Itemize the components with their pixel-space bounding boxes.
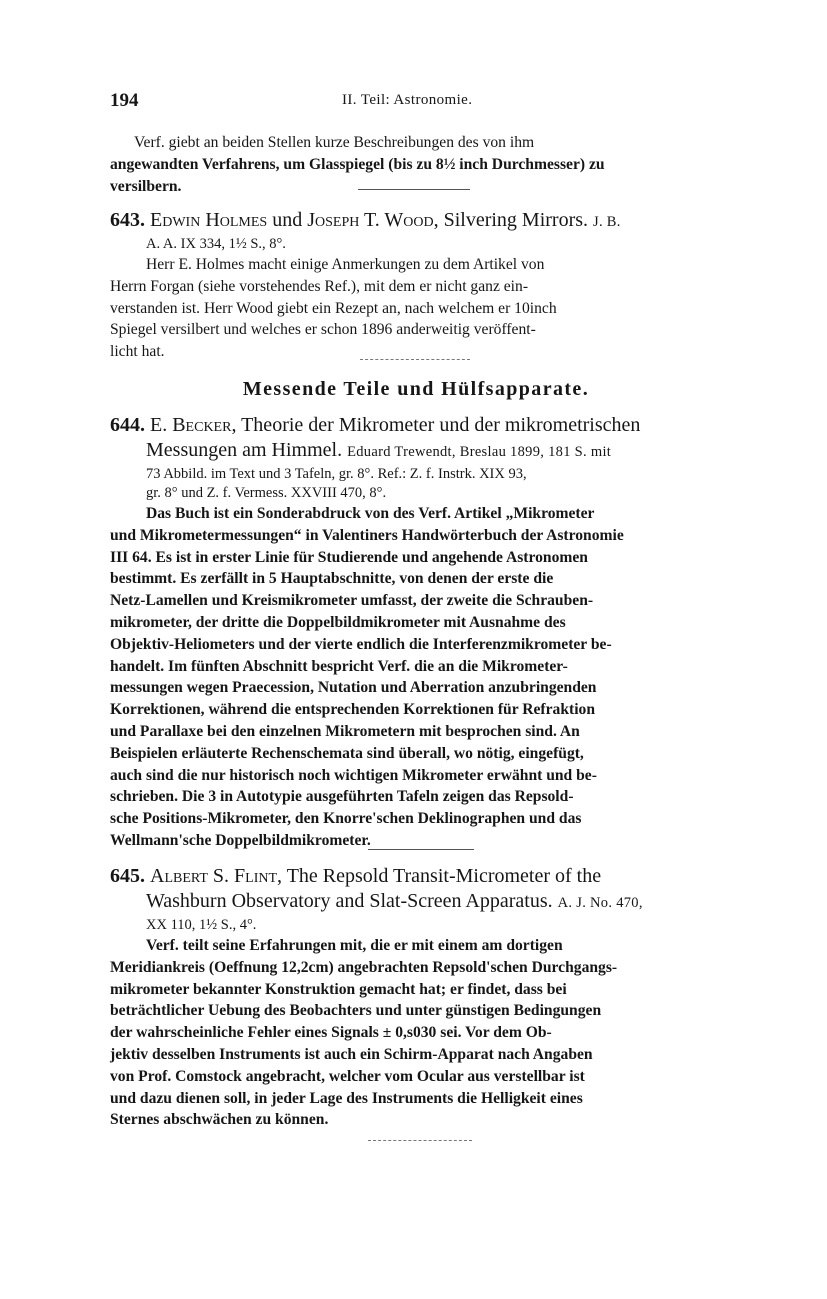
entry-644-title-cont: [110, 438, 722, 465]
separator-rule: [360, 359, 470, 360]
text-line: jektiv desselben Instruments ist auch ein Schirm-Apparat nach Angaben: [110, 1045, 593, 1063]
work-title: Silvering Mirrors.: [443, 209, 589, 231]
text-line: handelt. Im fünften Abschnitt bespricht Verf. die an die Mikrometer-: [110, 657, 568, 675]
entry-643: [110, 208, 722, 363]
text-line: versilbern.: [110, 177, 182, 195]
work-title: The Repsold Transit-Micrometer of the: [286, 865, 602, 887]
work-title: Washburn Observatory and Slat-Screen Apparatus.: [146, 890, 553, 912]
work-title: Messungen am Himmel.: [146, 439, 343, 461]
publication-ref: J. B.: [593, 214, 621, 230]
entry-number: 643.: [110, 209, 145, 231]
entry-643-title: [110, 208, 722, 235]
entry-number: 644.: [110, 414, 145, 436]
author-name: Joseph T. Wood,: [307, 209, 439, 231]
text-line: Objektiv-Heliometers und der vierte endlich die Interferenzmikrometer be-: [110, 635, 612, 653]
text-line: Wellmann'sche Doppelbildmikrometer.: [110, 831, 371, 849]
separator-rule: [358, 189, 470, 190]
intro-paragraph: [110, 132, 722, 197]
text-line: schrieben. Die 3 in Autotypie ausgeführten Tafeln zeigen das Repsold-: [110, 788, 574, 806]
text-line: und Parallaxe bei den einzelnen Mikrometern mit besprochen sind. An: [110, 722, 580, 740]
author-name: Albert S. Flint,: [150, 865, 283, 887]
text-line: messungen wegen Praecession, Nutation und Aberration anzubringenden: [110, 679, 597, 697]
text-line: Netz-Lamellen und Kreismikrometer umfasst, der zweite die Schrauben-: [110, 592, 594, 610]
publication-line: A. A. IX 334, 1½ S., 8°.: [146, 236, 286, 252]
text-line: von Prof. Comstock angebracht, welcher vom Ocular aus verstellbar ist: [110, 1067, 585, 1085]
connector: und: [272, 209, 303, 231]
entry-645-title-cont: [110, 889, 722, 916]
text-line: der wahrscheinliche Fehler eines Signals ± 0,s030 sei. Vor dem Ob-: [110, 1024, 552, 1042]
entry-644-body: [110, 503, 722, 852]
text-line: verstanden ist. Herr Wood giebt ein Rezept an, nach welchem er 10inch: [110, 299, 557, 317]
text-line: Spiegel versilbert und welches er schon 1896 anderweitig veröffent-: [110, 321, 536, 339]
section-heading: Messende Teile und Hülfsapparate.: [242, 378, 590, 400]
entry-645: [110, 864, 722, 1131]
entry-645-title: [110, 864, 722, 889]
publication-line: XX 110, 1½ S., 4°.: [146, 917, 257, 933]
text-line: III 64. Es ist in erster Linie für Studierende und angehende Astronomen: [110, 548, 588, 566]
text-line: und dazu dienen soll, in jeder Lage des Instruments die Helligkeit eines: [110, 1089, 583, 1107]
author-name: E. Becker,: [150, 414, 237, 436]
text-line: Herr E. Holmes macht einige Anmerkungen zu dem Artikel von: [146, 256, 545, 273]
page-number: 194: [110, 90, 139, 111]
text-line: bestimmt. Es zerfällt in 5 Hauptabschnitte, von denen der erste die: [110, 570, 554, 588]
text-line: licht hat.: [110, 343, 165, 361]
text-line: Verf. teilt seine Erfahrungen mit, die er mit einem am dortigen: [146, 937, 563, 954]
separator-rule: [368, 849, 474, 850]
text-line: Beispielen erläuterte Rechenschemata sind überall, wo nötig, eingefügt,: [110, 744, 584, 762]
text-line: auch sind die nur historisch noch wichtigen Mikrometer erwähnt und be-: [110, 766, 597, 784]
separator-rule: [368, 1140, 472, 1141]
entry-number: 645.: [110, 865, 145, 887]
text-line: Korrektionen, während die entsprechenden Korrektionen für Refraktion: [110, 701, 595, 719]
text-line: Sternes abschwächen zu können.: [110, 1111, 329, 1129]
text-line: mikrometer, der dritte die Doppelbildmikrometer mit Ausnahme des: [110, 613, 566, 631]
text-line: angewandten Verfahrens, um Glasspiegel (bis zu 8½ inch Durchmesser) zu: [110, 155, 605, 173]
author-name: Edwin Holmes: [150, 209, 268, 231]
text-line: Herrn Forgan (siehe vorstehendes Ref.), mit dem er nicht ganz ein-: [110, 277, 529, 295]
text-line: Das Buch ist ein Sonderabdruck von des Verf. Artikel „Mikrometer: [146, 505, 595, 522]
text-line: beträchtlicher Uebung des Beobachters und unter günstigen Bedingungen: [110, 1002, 602, 1020]
entry-644-title: [110, 413, 722, 438]
text-line: Meridiankreis (Oeffnung 12,2cm) angebrachten Repsold'schen Durchgangs-: [110, 958, 618, 976]
publication-ref: A. J. No. 470,: [557, 895, 643, 911]
publication-line: 73 Abbild. im Text und 3 Tafeln, gr. 8°. Ref.: Z. f. Instrk. XIX 93,: [146, 466, 527, 482]
publication-ref: Eduard Trewendt, Breslau 1899, 181 S. mit: [347, 444, 612, 460]
text-line: mikrometer bekannter Konstruktion gemacht hat; er findet, dass bei: [110, 980, 567, 998]
entry-644: [110, 413, 722, 852]
text-line: sche Positions-Mikrometer, den Knorre'schen Deklinographen und das: [110, 810, 582, 828]
running-head: [110, 90, 722, 114]
text-line: Verf. giebt an beiden Stellen kurze Beschreibungen des von ihm: [134, 134, 535, 151]
publication-line: gr. 8° und Z. f. Vermess. XXVIII 470, 8°.: [146, 485, 387, 501]
entry-645-body: [110, 935, 722, 1131]
running-title: II. Teil: Astronomie.: [342, 92, 473, 108]
text-line: und Mikrometermessungen“ in Valentiners Handwörterbuch der Astronomie: [110, 526, 624, 544]
work-title: Theorie der Mikrometer und der mikrometrischen: [241, 414, 641, 436]
